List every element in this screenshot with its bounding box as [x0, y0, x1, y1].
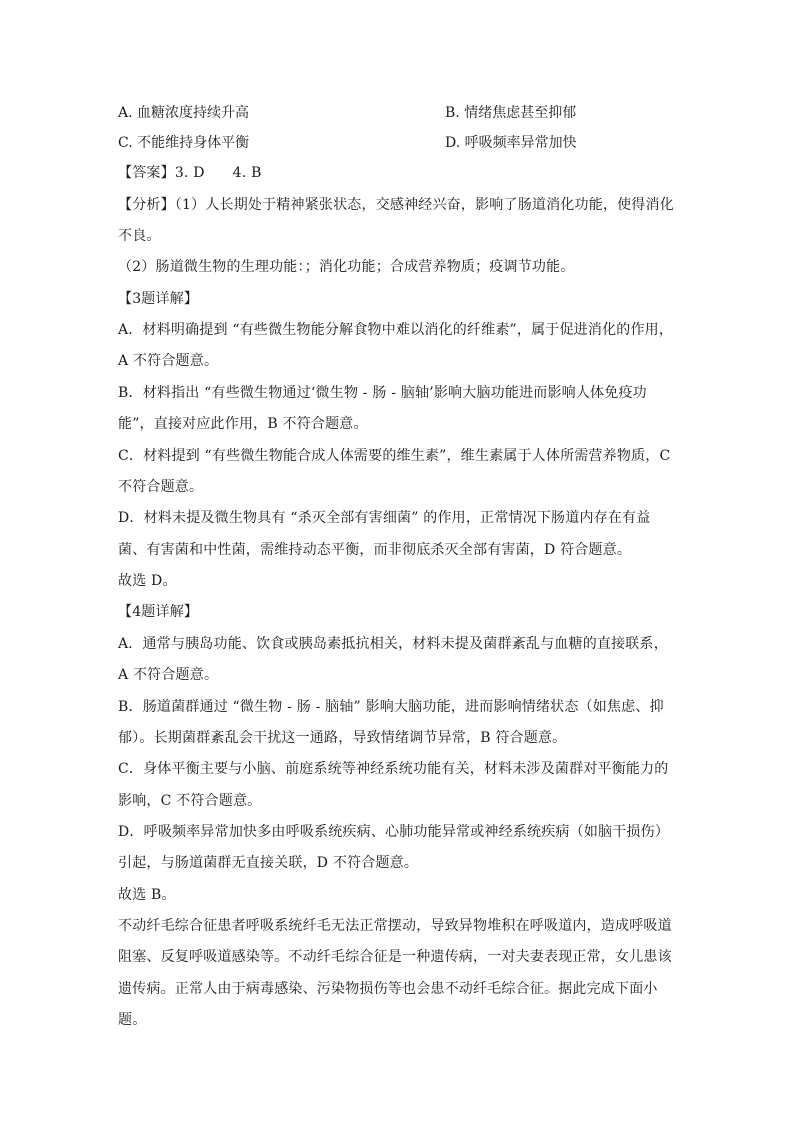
q3-line-4: 能”，直接对应此作用，B 不符合题意。	[118, 416, 368, 432]
option-b: B. 情绪焦虑甚至抑郁	[445, 105, 577, 121]
q4-heading: 【4题详解】	[118, 604, 199, 620]
analysis-line-1: 【分析】（1）人长期处于精神紧张状态，交感神经兴奋，影响了肠道消化功能，使得消化	[118, 197, 674, 213]
passage-line-3: 遗传病。正常人由于病毒感染、污染物损伤等也会患不动纤毛综合征。据此完成下面小	[118, 981, 658, 997]
q4-line-6: 影响，C 不符合题意。	[118, 793, 262, 809]
q3-line-9: 故选 D。	[118, 573, 177, 589]
options-row-cd	[118, 133, 678, 153]
q3-line-3: B．材料指出 “有些微生物通过‘微生物 - 肠 - 脑轴’影响大脑功能进而影响人体免疫功	[118, 385, 647, 401]
q3-line-2: A 不符合题意。	[118, 353, 219, 369]
answer-label: 【答案】	[118, 165, 175, 181]
passage-line-2: 阻塞、反复呼吸道感染等。不动纤毛综合征是一种遗传病，一对夫妻表现正常，女儿患该	[118, 949, 672, 965]
q4-line-4: 郁）。长期菌群紊乱会干扰这一通路，导致情绪调节异常，B 符合题意。	[118, 730, 567, 746]
q3-line-6: 不符合题意。	[118, 479, 204, 495]
q4-line-7: D．呼吸频率异常加快多由呼吸系统疾病、心肺功能异常或神经系统疾病（如脑干损伤）	[118, 824, 670, 840]
q3-line-5: C．材料提到 “有些微生物能合成人体需要的维生素”，维生素属于人体所需营养物质，C	[118, 448, 671, 464]
option-d: D. 呼吸频率异常加快	[445, 135, 577, 151]
q4-line-5: C．身体平衡主要与小脑、前庭系统等神经系统功能有关，材料未涉及菌群对平衡能力的	[118, 761, 669, 777]
answer-line	[118, 163, 678, 183]
analysis-line-2: 不良。	[118, 228, 161, 244]
q4-line-3: B．肠道菌群通过 “微生物 - 肠 - 脑轴” 影响大脑功能，进而影响情绪状态（如焦虑、抑	[118, 699, 664, 715]
q4-line-8: 引起，与肠道菌群无直接关联，D 不符合题意。	[118, 855, 419, 871]
q3-line-7: D．材料未提及微生物具有 “杀灭全部有害细菌” 的作用，正常情况下肠道内存在有益	[118, 510, 651, 526]
analysis-line-3: （2）肠道微生物的生理功能：；消化功能；合成营养物质；疫调节功能。	[118, 259, 575, 275]
q4-line-2: A 不符合题意。	[118, 667, 219, 683]
answer-q3: 3. D	[174, 165, 205, 181]
q4-line-1: A．通常与胰岛功能、饮食或胰岛素抵抗相关，材料未提及菌群紊乱与血糖的直接联系，	[118, 636, 668, 652]
passage-line-1: 不动纤毛综合征患者呼吸系统纤毛无法正常摆动，导致异物堆积在呼吸道内，造成呼吸道	[118, 918, 672, 934]
answer-q4: 4. B	[232, 165, 262, 181]
passage-line-4: 题。	[118, 1012, 147, 1028]
q3-line-1: A．材料明确提到 “有些微生物能分解食物中难以消化的纤维素”，属于促进消化的作用，	[118, 322, 674, 338]
options-row-ab	[118, 103, 678, 123]
q4-line-9: 故选 B。	[118, 887, 176, 903]
q3-heading: 【3题详解】	[118, 291, 199, 307]
q3-line-8: 菌、有害菌和中性菌，需维持动态平衡，而非彻底杀灭全部有害菌，D 符合题意。	[118, 542, 632, 558]
option-c: C. 不能维持身体平衡	[118, 135, 250, 151]
option-a: A. 血糖浓度持续升高	[118, 105, 250, 121]
